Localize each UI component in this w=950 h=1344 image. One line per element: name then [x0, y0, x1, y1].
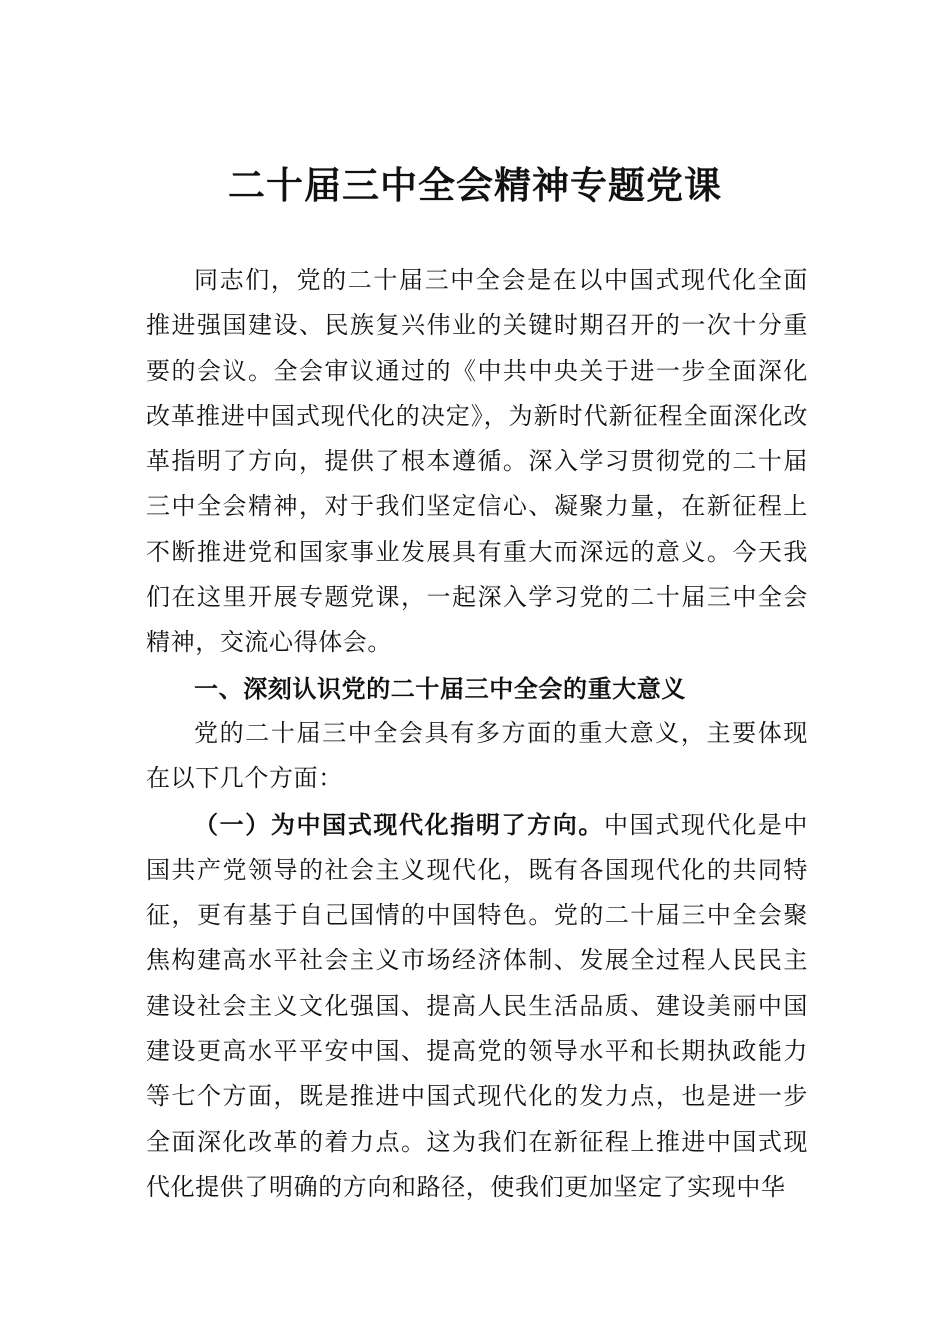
section-intro-paragraph: 党的二十届三中全会具有多方面的重大意义，主要体现在以下几个方面： — [146, 718, 808, 793]
document-title: 二十届三中全会精神专题党课 — [228, 163, 722, 207]
intro-paragraph: 同志们，党的二十届三中全会是在以中国式现代化全面推进强国建设、民族复兴伟业的关键时期召开的一次十分重要的会议。全会审议通过的《中共中央关于进一步全面深化改革推进中国式现代化的决定》，为新时代新征程全面深化改革指明了方向，提供了根本遵循。深入学习贯彻党的二十届三中全会精神，对于我们坚定信心、凝聚力量，在新征程上不断推进党和国家事业发展具有重大而深远的意义。今天我们在这里开展专题党课，一起深入学习党的二十届三中全会精神，交流心得体会。 — [146, 266, 808, 657]
section-heading: 一、深刻认识党的二十届三中全会的重大意义 — [194, 673, 686, 703]
point-text: 中国式现代化是中国共产党领导的社会主义现代化，既有各国现代化的共同特征，更有基于自己国情的中国特色。党的二十届三中全会聚焦构建高水平社会主义市场经济体制、发展全过程人民民主建设社会主义文化强国、提高人民生活品质、建设美丽中国建设更高水平平安中国、提高党的领导水平和长期执政能力等七个方面，既是推进中国式现代化的发力点，也是进一步全面深化改革的着力点。这为我们在新征程上推进中国式现代化提供了明确的方向和路径，使我们更加坚定了实现中华 — [146, 810, 808, 1201]
point-paragraph — [146, 802, 808, 1211]
point-lead: （一）为中国式现代化指明了方向。 — [194, 809, 605, 839]
document-body — [146, 258, 808, 1210]
